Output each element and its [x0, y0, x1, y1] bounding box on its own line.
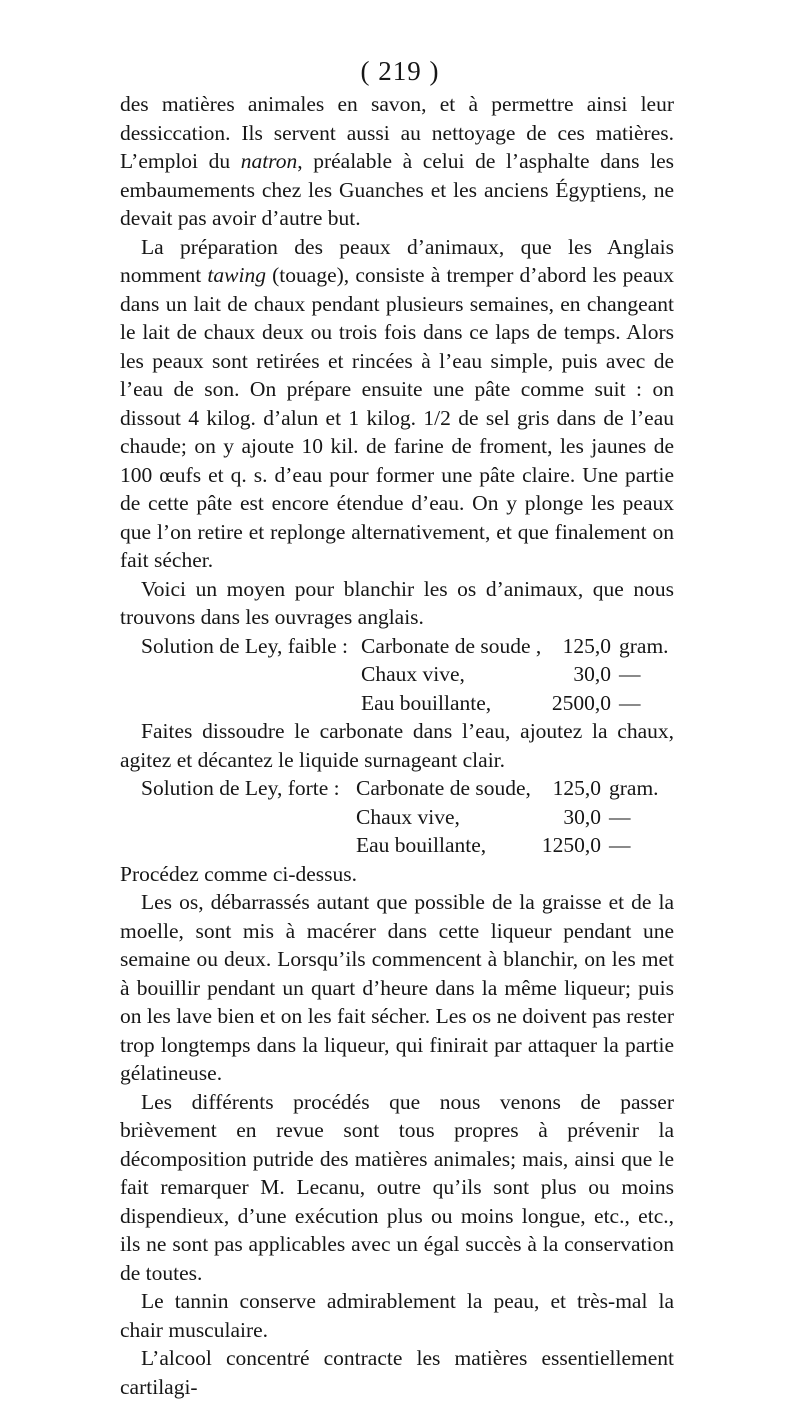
recipe-amount: 30,0 [573, 662, 611, 686]
recipe-label: Solution de Ley, faible : [141, 633, 348, 658]
paragraph-2-text: La préparation des peaux d’animaux, que les Anglais nomment [120, 234, 674, 287]
recipe-amount: 125,0 [552, 776, 601, 800]
recipe-unit: — [609, 804, 631, 829]
paragraph-5: Procédez comme ci-dessus. [120, 861, 358, 886]
paragraph-2-emphasis: tawing [207, 263, 266, 287]
recipe-label: Solution de Ley, forte : [141, 776, 340, 800]
recipe-ingredient: Carbonate de soude , [361, 633, 542, 658]
recipe-weak [120, 632, 674, 718]
paragraph-6: Les os, débarrassés autant que possible de la graisse et de la moelle, sont mis à macérer dans cette liqueur pendant une semaine ou deux. Lorsqu’ils commencent à blanchir, on les met à bouillir pendant un quart d’heure dans la même liqueur; puis on les lave bien et on les fait sécher. Les os ne doivent pas rester trop longtemps dans la liqueur, qui finirait par attaquer la partie gélatineuse. [120, 890, 674, 1085]
recipe-ingredient: Eau bouillante, [356, 833, 487, 857]
recipe-amount: 125,0 [562, 633, 611, 658]
paragraph-1-emphasis: natron [240, 149, 298, 173]
recipe-unit: gram. [619, 633, 669, 658]
recipe-row [120, 803, 674, 832]
paragraph-7: Les différents procédés que nous venons de passer brièvement en revue sont tous propres à prévenir la décomposition putride des matières animales; mais, ainsi que le fait remarquer M. Lecanu, outre qu’ils sont plus ou moins dispendieux, d’une exécution plus ou moins longue, etc., etc., ils ne sont pas applicables avec un égal succès à la conservation de toutes. [120, 1089, 674, 1285]
paragraph-8: Le tannin conserve admirablement la peau, et très-mal la chair musculaire. [120, 1289, 674, 1342]
paragraph-9: L’alcool concentré contracte les matières essentiellement cartilagi- [120, 1346, 674, 1399]
recipe-ingredient: Chaux vive, [361, 662, 465, 686]
page-number: ( 219 ) [360, 56, 440, 86]
recipe-row [120, 689, 674, 718]
recipe-amount: 2500,0 [551, 690, 611, 715]
recipe-row [120, 774, 674, 803]
paragraph-2 [120, 233, 674, 575]
paragraph-1-text-cont: , préalable à celui de l’asphalte dans les embaumements chez les Guanches et les anciens Égyptiens, ne devait pas avoir d’autre but. [120, 149, 674, 230]
paragraph-1-text: des matières animales en savon, et à permettre ainsi leur dessiccation. Ils servent aussi au nettoyage de ces matières. L’emploi du [120, 92, 674, 173]
recipe-ingredient: Carbonate de soude, [356, 776, 531, 800]
recipe-ingredient: Eau bouillante, [361, 690, 492, 715]
recipe-unit: — [609, 833, 631, 857]
recipe-unit: gram. [609, 776, 659, 800]
body-text [120, 90, 674, 1401]
recipe-unit: — [619, 662, 641, 686]
paragraph-3: Voici un moyen pour blanchir les os d’animaux, que nous trouvons dans les ouvrages anglais. [120, 576, 674, 629]
recipe-row [120, 660, 674, 689]
paragraph-1 [120, 90, 674, 233]
paragraph-2-text-cont: (touage), consiste à tremper d’abord les peaux dans un lait de chaux pendant plusieurs semaines, en changeant le lait de chaux deux ou trois fois dans ce laps de temps. Alors les peaux sont retirées et rincées à l’eau simple, puis avec de l’eau de son. On prépare ensuite une pâte comme suit : on dissout 4 kilog. d’alun et 1 kilog. 1/2 de sel gris dans de l’eau chaude; on y ajoute 10 kil. de farine de froment, les jaunes de 100 œufs et q. s. d’eau pour former une pâte claire. Une partie de cette pâte est encore étendue d’eau. On y plonge les peaux que l’on retire et replonge alternativement, et que finalement on fait sécher. [120, 263, 674, 572]
recipe-strong [120, 774, 674, 860]
recipe-row [120, 831, 674, 860]
recipe-ingredient: Chaux vive, [356, 804, 460, 829]
recipe-amount: 1250,0 [541, 833, 601, 857]
recipe-unit: — [619, 690, 641, 715]
recipe-row [120, 632, 674, 661]
paragraph-4: Faites dissoudre le carbonate dans l’eau, ajoutez la chaux, agitez et décantez le liquide surnageant clair. [120, 719, 674, 772]
recipe-amount: 30,0 [563, 804, 601, 829]
